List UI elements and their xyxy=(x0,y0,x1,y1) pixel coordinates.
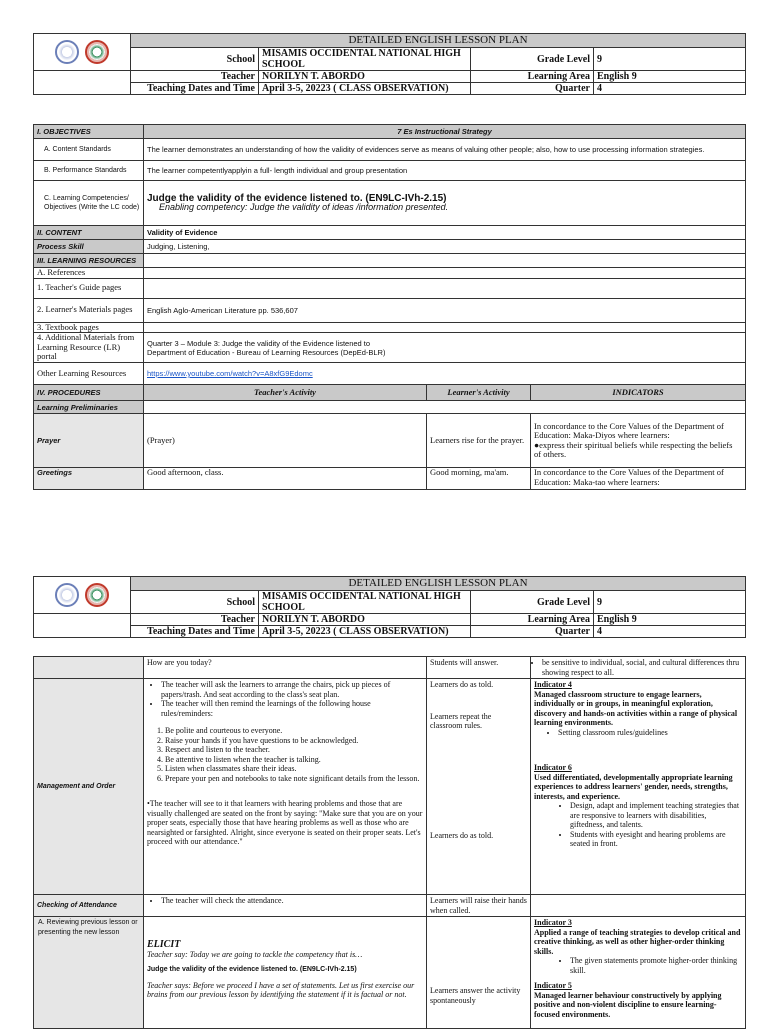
house-rule: 2. Raise your hands if you have questions to be acknowledged. xyxy=(165,736,423,746)
logo-cell xyxy=(34,577,131,614)
management-label: Management and Order xyxy=(34,679,144,895)
dates-label: Teaching Dates and Time xyxy=(131,626,259,638)
enabling-competency-text: Enabling competency: Judge the validity of ideas /information presented. xyxy=(159,202,449,212)
prayer-learner: Learners rise for the prayer. xyxy=(427,414,531,468)
indicator-6-bullet-2: • Students with eyesight and hearing problems are seated in front. xyxy=(570,830,742,849)
house-rule: 1. Be polite and courteous to everyone. xyxy=(165,726,423,736)
content-heading: II. CONTENT xyxy=(34,226,144,240)
prayer-indicator-line1: In concordance to the Core Values of the Department of Education: Maka-Diyos where learners: xyxy=(534,420,724,440)
page2-body-table xyxy=(33,656,746,1029)
lesson-plan-title: DETAILED ENGLISH LESSON PLAN xyxy=(131,34,746,48)
grade-label: Grade Level xyxy=(471,48,594,71)
teachers-guide-label: 1. Teacher's Guide pages xyxy=(34,278,144,298)
school-value: MISAMIS OCCIDENTAL NATIONAL HIGH SCHOOL xyxy=(259,591,471,614)
teacher-value: NORILYN T. ABORDO xyxy=(259,71,471,83)
logo-cell xyxy=(34,34,131,71)
indicator-4-bullet: • Setting classroom rules/guidelines xyxy=(558,728,742,738)
school-label: School xyxy=(131,591,259,614)
indicator-5-text: Managed learner behaviour constructively by applying positive and non-violent discipline to ensure learning-focused environments. xyxy=(534,990,722,1019)
deped-seal-icon xyxy=(55,40,79,64)
management-indicators xyxy=(531,679,746,895)
house-rules-list xyxy=(147,726,423,783)
grade-label: Grade Level xyxy=(471,591,594,614)
indicator-6-bullet-1: • Design, adapt and implement teaching strategies that are responsive to learners with disabilities, giftedness, and talents. xyxy=(570,801,742,830)
indicators-heading: INDICATORS xyxy=(531,385,746,401)
management-bullet-1: • The teacher will ask the learners to arrange the chairs, pick up pieces of papers/trash. And seat according to the class's seat plan. xyxy=(161,680,423,699)
indicator-6-title: Indicator 6 xyxy=(534,763,572,772)
quarter-value: 4 xyxy=(594,83,746,95)
quarter-label: Quarter xyxy=(471,83,594,95)
area-label: Learning Area xyxy=(471,614,594,626)
area-value: English 9 xyxy=(594,71,746,83)
indicator-3-bullet: • The given statements promote higher-order thinking skill. xyxy=(570,956,742,975)
additional-materials-cell xyxy=(144,333,746,363)
attendance-teacher xyxy=(144,895,427,917)
prayer-indicator xyxy=(531,414,746,468)
elicit-heading: ELICIT xyxy=(147,939,181,950)
page2-header-table xyxy=(33,576,746,638)
page1-header-table xyxy=(33,33,746,95)
references-label: A. References xyxy=(34,268,144,279)
competency-text: Judge the validity of the evidence listened to. (EN9LC-IVh-2.15) xyxy=(147,193,447,204)
process-skill-text: Judging, Listening, xyxy=(144,240,746,254)
house-rule: 3. Respect and listen to the teacher. xyxy=(165,745,423,755)
performance-standards-text: The learner competentlyapplyin a full- length individual and group presentation xyxy=(144,161,746,181)
seating-paragraph: •The teacher will see to it that learners with hearing problems and those that are visually challenged are seated on the front by saying: "Make sure that you are on your proper seats, especially those that have hearing problems as well as those who are nearsighted or farsighted. Alright, since everyone is seated on their proper seats. Let's proceed with our attendance." xyxy=(147,799,423,846)
performance-standards-label: B. Performance Standards xyxy=(34,161,144,181)
area-label: Learning Area xyxy=(471,71,594,83)
indicator-5-title: Indicator 5 xyxy=(534,981,572,990)
prayer-indicator-line2: ●express their spiritual beliefs while respecting the beliefs xyxy=(534,439,733,450)
grade-value: 9 xyxy=(594,48,746,71)
attendance-label: Checking of Attendance xyxy=(34,895,144,917)
learner-activity-heading: Learner's Activity xyxy=(427,385,531,401)
additional-materials-line1: Quarter 3 – Module 3: Judge the validity of the Evidence listened to xyxy=(147,338,371,348)
other-resources-label: Other Learning Resources xyxy=(34,363,144,385)
teacher-value: NORILYN T. ABORDO xyxy=(259,614,471,626)
additional-materials-label: 4. Additional Materials from Learning Resource (LR) portal xyxy=(34,333,144,363)
attendance-learner: Learners will raise their hands when called. xyxy=(427,895,531,917)
indicator-4-text: Managed classroom structure to engage learners, individually or in groups, in meaningful exploration, discovery and hands-on activities within a range of physical learning environments. xyxy=(534,689,738,727)
greetings-learner: Good morning, ma'am. xyxy=(427,468,531,490)
school-seal-icon xyxy=(85,40,109,64)
teacher-label: Teacher xyxy=(131,614,259,626)
teacher-label: Teacher xyxy=(131,71,259,83)
indicator-4-title: Indicator 4 xyxy=(534,680,572,689)
greetings-label: Greetings xyxy=(34,468,144,490)
how-are-you-indicator xyxy=(531,657,746,679)
page1-body-table xyxy=(33,124,746,490)
house-rule: 4. Be attentive to listen when the teacher is talking. xyxy=(165,755,423,765)
school-value: MISAMIS OCCIDENTAL NATIONAL HIGH SCHOOL xyxy=(259,48,471,71)
elicit-instructions: Teacher says: Before we proceed I have a set of statements. Let us first exercise our brains from our previous lesson by identifying the statement if it is factual or not. xyxy=(147,980,415,999)
competencies-cell xyxy=(144,181,746,226)
area-value: English 9 xyxy=(594,614,746,626)
management-teacher xyxy=(144,679,427,895)
learners-materials-text: English Aglo-American Literature pp. 536,607 xyxy=(144,298,746,322)
management-bullet-2: • The teacher will then remind the learnings of the following house rules/reminders: xyxy=(161,699,423,718)
how-are-you-learner: Students will answer. xyxy=(427,657,531,679)
dates-value: April 3-5, 20223 ( CLASS OBSERVATION) xyxy=(259,83,471,95)
quarter-value: 4 xyxy=(594,626,746,638)
competencies-label: C. Learning Competencies/ Objectives (Write the LC code) xyxy=(34,181,144,226)
indicator-6-text: Used differentiated, developmentally appropriate learning experiences to address learners' gender, needs, strengths, interests, and experience. xyxy=(534,772,733,801)
management-learner xyxy=(427,679,531,895)
textbook-label: 3. Textbook pages xyxy=(34,322,144,333)
review-label: A. Reviewing previous lesson or presenting the new lesson xyxy=(34,917,144,1029)
management-learner-3: Learners do as told. xyxy=(430,830,494,840)
review-teacher xyxy=(144,917,427,1029)
elicit-competency: Judge the validity of the evidence listened to. (EN9LC-IVh-2.15) xyxy=(147,966,357,973)
how-are-you-teacher: How are you today? xyxy=(144,657,427,679)
strategy-heading: 7 Es Instructional Strategy xyxy=(144,125,746,139)
content-standards-label: A. Content Standards xyxy=(34,139,144,161)
greetings-teacher: Good afternoon, class. xyxy=(144,468,427,490)
review-learner xyxy=(427,917,531,1029)
objectives-heading: I. OBJECTIVES xyxy=(34,125,144,139)
procedures-heading: IV. PROCEDURES xyxy=(34,385,144,401)
process-skill-label: Process Skill xyxy=(34,240,144,254)
elicit-say: Teacher say: Today we are going to tackle the competency that is… xyxy=(147,949,363,959)
content-text: Validity of Evidence xyxy=(144,226,746,240)
prayer-teacher: (Prayer) xyxy=(144,414,427,468)
youtube-link[interactable]: https://www.youtube.com/watch?v=A8xfG9Edomc xyxy=(147,369,313,378)
content-standards-text: The learner demonstrates an understanding of how the validity of evidences serve as means of valuing other people; also, how to use processing information strategies. xyxy=(144,139,746,161)
prayer-indicator-line3: of others. xyxy=(534,449,567,459)
attendance-bullet: • The teacher will check the attendance. xyxy=(161,896,423,906)
house-rule: 5. Listen when classmates share their ideas. xyxy=(165,764,423,774)
dates-label: Teaching Dates and Time xyxy=(131,83,259,95)
indicator-3-title: Indicator 3 xyxy=(534,918,572,927)
indicator-3-text: Applied a range of teaching strategies to develop critical and creative thinking, as well as other higher-order thinking skills. xyxy=(534,927,741,956)
management-learner-1: Learners do as told. xyxy=(430,680,494,689)
grade-value: 9 xyxy=(594,591,746,614)
teacher-activity-heading: Teacher's Activity xyxy=(144,385,427,401)
preliminaries-label: Learning Preliminaries xyxy=(34,401,144,414)
deped-seal-icon xyxy=(55,583,79,607)
respect-bullet: • be sensitive to individual, social, and cultural differences thru showing respect to all. xyxy=(542,658,742,677)
learners-materials-label: 2. Learner's Materials pages xyxy=(34,298,144,322)
additional-materials-line2: Department of Education - Bureau of Learning Resources (DepEd-BLR) xyxy=(147,347,386,357)
resources-heading: III. LEARNING RESOURCES xyxy=(34,254,144,268)
lesson-plan-title: DETAILED ENGLISH LESSON PLAN xyxy=(131,577,746,591)
quarter-label: Quarter xyxy=(471,626,594,638)
dates-value: April 3-5, 20223 ( CLASS OBSERVATION) xyxy=(259,626,471,638)
greetings-indicator: In concordance to the Core Values of the Department of Education: Maka-tao where learners: xyxy=(531,468,746,490)
prayer-label: Prayer xyxy=(34,414,144,468)
review-learner-text: Learners answer the activity spontaneously xyxy=(430,986,521,1005)
house-rule: 6. Prepare your pen and notebooks to take note significant details from the lesson. xyxy=(165,774,423,784)
review-indicators xyxy=(531,917,746,1029)
school-seal-icon xyxy=(85,583,109,607)
management-learner-2: Learners repeat the classroom rules. xyxy=(430,711,492,730)
school-label: School xyxy=(131,48,259,71)
